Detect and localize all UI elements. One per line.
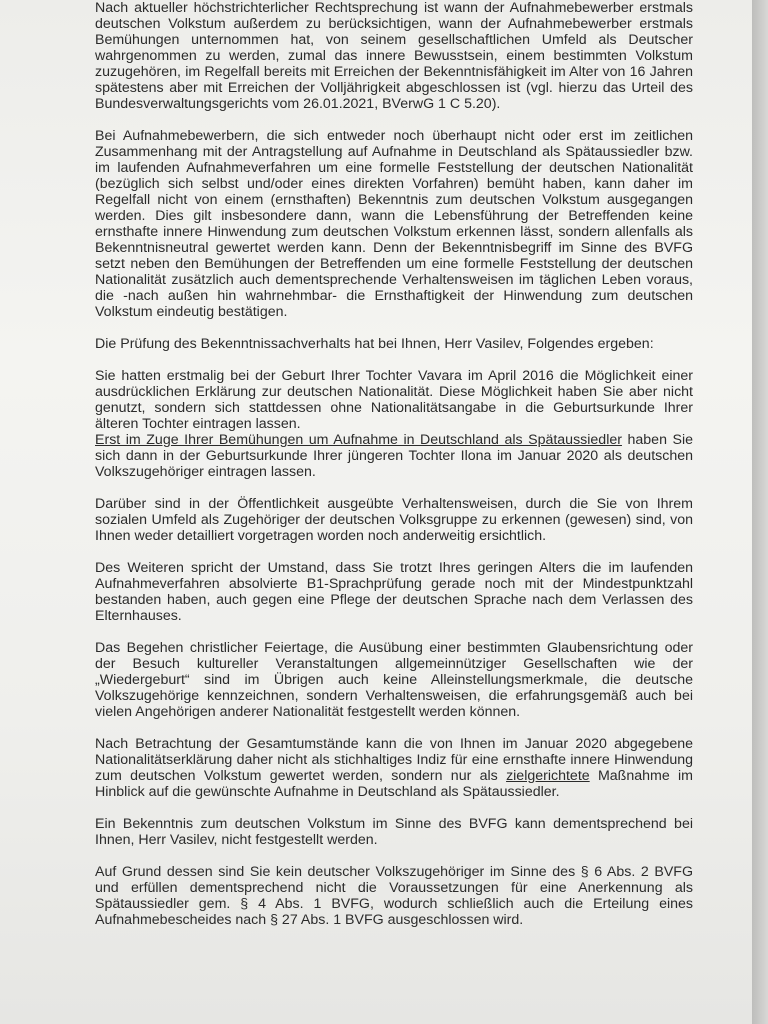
paragraph-10: Ein Bekenntnis zum deutschen Volkstum im Sinne des BVFG kann dementsprechend bei Ihnen, Herr Vasilev, nicht festgestellt werden. <box>95 816 693 848</box>
paragraph-7: Des Weiteren spricht der Umstand, dass Sie trotzt Ihres geringen Alters die im laufenden Aufnahmeverfahren absolvierte B1-Sprachprüfung gerade noch mit der Mindestpunktzahl bestanden haben, auch gegen eine Pflege der deutschen Sprache nach dem Verlassen des Elternhauses. <box>95 560 693 624</box>
paragraph-4: Sie hatten erstmalig bei der Geburt Ihrer Tochter Vavara im April 2016 die Möglichkeit einer ausdrücklichen Erklärung zur deutschen Nationalität. Diese Möglichkeit haben Sie aber nicht genutzt, sondern sich stattdessen ohne Nationalitätsangabe in die Geburtsurkunde Ihrer älteren Tochter eintragen lassen. <box>95 368 693 432</box>
paragraph-2: Bei Aufnahmebewerbern, die sich entweder noch überhaupt nicht oder erst im zeitlichen Zusammenhang mit der Antragstellung auf Aufnahme in Deutschland als Spätaussiedler bzw. im laufenden Aufnahmeverfahren um eine formelle Feststellung der deutschen Nationalität (bezüglich sich selbst und/oder eines direkten Vorfahren) bemüht haben, kann daher im Regelfall nicht von einem (ernsthaften) Bekenntnis zum deutschen Volkstum ausgegangen werden. Dies gilt insbesondere dann, wann die Lebensführung der Betreffenden keine ernsthafte innere Hinwendung zum deutschen Volkstum erkennen lässt, sondern allenfalls als Bekenntnisneutral gewertet werden kann. Denn der Bekenntnisbegriff im Sinne des BVFG setzt neben den Bemühungen der Betreffenden um eine formelle Feststellung der deutschen Nationalität zusätzlich auch dementsprechende Verhaltensweisen im täglichen Leben voraus, die -nach außen hin wahrnehmbar- die Ernsthaftigkeit der Hinwendung zum deutschen Volkstum eindeutig bestätigen. <box>95 128 693 320</box>
page-edge-shadow <box>752 0 768 1024</box>
paragraph-1: Nach aktueller höchstrichterlicher Rechtsprechung ist wann der Aufnahmebewerber erstmals deutschen Volkstum außerdem zu berücksichtigen, wann der Aufnahmebewerber erstmals Bemühungen unternommen hat, von seinem gesellschaftlichen Umfeld als Deutscher wahrgenommen zu werden, zumal das innere Bewusstsein, einem bestimmten Volkstum zuzugehören, im Regelfall bereits mit Erreichen der Bekenntnisfähigkeit im Alter von 16 Jahren spätestens aber mit Erreichen der Volljährigkeit abgeschlossen ist (vgl. hierzu das Urteil des Bundesverwaltungsgerichts vom 26.01.2021, BVerwG 1 C 5.20). <box>95 0 693 112</box>
paragraph-9-part1: Nach Betrachtung der Gesamtumstände kann die von Ihnen im Januar 2020 abgegebene Nationalitätserklärung daher nicht als stichhaltiges Indiz für eine ernsthafte innere Hinwendung zum deutschen Volkstum gewertet werden, sondern nur als <box>95 736 693 784</box>
paragraph-5 <box>95 432 693 480</box>
paragraph-6: Darüber sind in der Öffentlichkeit ausgeübte Verhaltensweisen, durch die Sie von Ihrem sozialen Umfeld als Zugehöriger der deutschen Volksgruppe zu erkennen (gewesen) sind, von Ihnen weder detailliert vorgetragen worden noch anderweitig ersichtlich. <box>95 496 693 544</box>
paragraph-9 <box>95 736 693 800</box>
paragraph-8: Das Begehen christlicher Feiertage, die Ausübung einer bestimmten Glaubensrichtung oder der Besuch kultureller Veranstaltungen allgemeinnütziger Gesellschaften wie der „Wiedergeburt“ sind im Übrigen auch keine Alleinstellungsmerkmale, die deutsche Volkszugehörige kennzeichnen, sondern Verhaltensweisen, die erfahrungsgemäß auch bei vielen Angehörigen anderer Nationalität festgestellt werden können. <box>95 640 693 720</box>
paragraph-9-part2: Maßnahme im Hinblick auf die gewünschte Aufnahme in Deutschland als Spätaussiedler. <box>95 768 694 800</box>
document-body <box>95 0 693 944</box>
paragraph-3: Die Prüfung des Bekenntnissachverhalts hat bei Ihnen, Herr Vasilev, Folgendes ergeben: <box>95 336 654 352</box>
paragraph-11: Auf Grund dessen sind Sie kein deutscher Volkszugehöriger im Sinne des § 6 Abs. 2 BVFG und erfüllen dementsprechend nicht die Voraussetzungen für eine Anerkennung als Spätaussiedler gem. § 4 Abs. 1 BVFG, wodurch schließlich auch die Erteilung eines Aufnahmebescheides nach § 27 Abs. 1 BVFG ausgeschlossen wird. <box>95 864 693 928</box>
paragraph-5-rest: haben Sie sich dann in der Geburtsurkunde Ihrer jüngeren Tochter Ilona im Januar 2020 als deutschen Volkszugehöriger eintragen lassen. <box>95 432 693 480</box>
underlined-phrase: Erst im Zuge Ihrer Bemühungen um Aufnahme in Deutschland als Spätaussiedler <box>95 432 622 448</box>
underlined-word: zielgerichtete <box>506 768 590 784</box>
